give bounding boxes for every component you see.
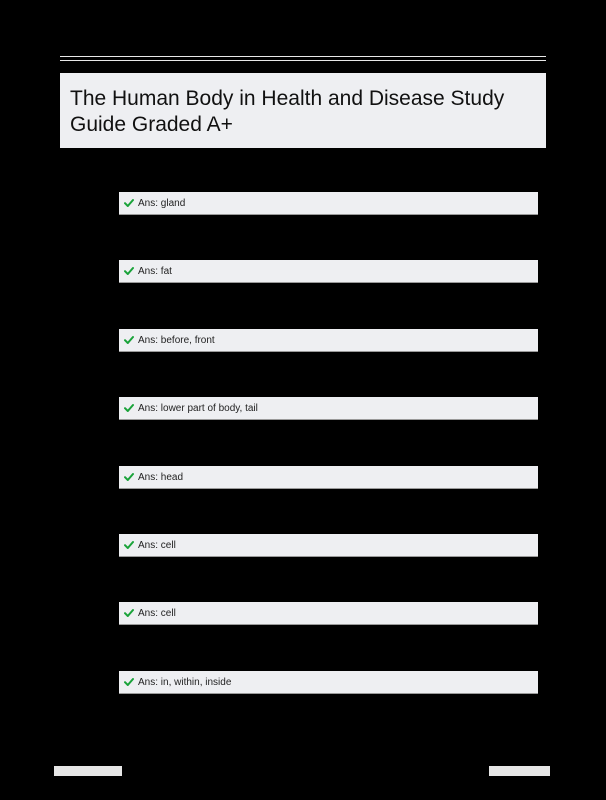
- answer-text: Ans: before, front: [138, 334, 215, 346]
- answer-text: Ans: gland: [138, 197, 186, 209]
- answer-text: Ans: cell: [138, 607, 176, 619]
- answer-text: Ans: head: [138, 471, 184, 483]
- footer-right-redacted: [489, 766, 550, 776]
- check-icon: [124, 677, 134, 687]
- answer-row: [119, 534, 538, 557]
- header-rule: [60, 56, 546, 61]
- answer-text: Ans: in, within, inside: [138, 676, 232, 688]
- answer-row: [119, 260, 538, 283]
- document-title: The Human Body in Health and Disease Study Guide Graded A+: [70, 87, 505, 136]
- answer-row: [119, 671, 538, 694]
- check-icon: [124, 540, 134, 550]
- footer-left-redacted: [54, 766, 122, 776]
- check-icon: [124, 608, 134, 618]
- check-icon: [124, 335, 134, 345]
- answer-row: [119, 397, 538, 420]
- check-icon: [124, 198, 134, 208]
- answer-row: [119, 329, 538, 352]
- answer-text: Ans: lower part of body, tail: [138, 402, 258, 414]
- answer-row: [119, 192, 538, 215]
- answer-text: Ans: fat: [138, 265, 172, 277]
- title-panel: [60, 73, 546, 148]
- answer-text: Ans: cell: [138, 539, 176, 551]
- answer-row: [119, 466, 538, 489]
- check-icon: [124, 403, 134, 413]
- answer-row: [119, 602, 538, 625]
- check-icon: [124, 266, 134, 276]
- check-icon: [124, 472, 134, 482]
